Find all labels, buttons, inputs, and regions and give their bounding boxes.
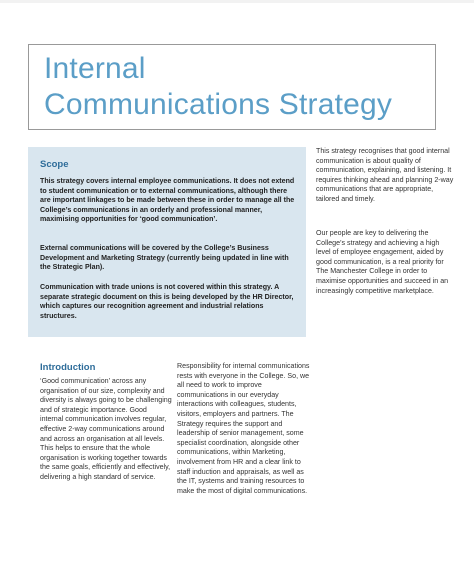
scope-heading: Scope (40, 159, 69, 170)
page-top-edge (0, 0, 474, 3)
scope-paragraph-2: External communications will be covered by the College’s Business Development and Marketing Strategy (currently being updated in line with the Strategic Plan). (40, 244, 289, 272)
document-title-line-1: Internal (44, 52, 146, 85)
introduction-paragraph: ‘Good communication’ across any organisation of our size, complexity and diversity is always going to be challenging and of strategic importance. Good internal communication involves regular, effective 2-way communications around and across an organisation at all levels. This helps to ensure that the whole organisation is working together towards the same goals, efficiently and effectively, delivering a high standard of service. (40, 377, 172, 481)
scope-paragraph-3: Communication with trade unions is not covered within this strategy. A separate strategic document on this is being developed by the HR Director, which captures our recognition agreement and industrial relations structures. (40, 283, 294, 320)
right-column-paragraph-2: Our people are key to delivering the College’s strategy and achieving a high level of employee engagement, aided by good communication, is a real priority for The Manchester College in order to maximise opportunities and succeed in an increasingly competitive marketplace. (316, 229, 449, 295)
introduction-heading: Introduction (40, 362, 96, 373)
document-title-line-2: Communications Strategy (44, 88, 393, 121)
scope-paragraph-1: This strategy covers internal employee communications. It does not extend to student communication or to external communications, although there are important linkages to be made between these in order to manage all the College’s communications in an orderly and professional manner, maximising opportunities for ‘good communication’. (40, 177, 295, 224)
right-column-paragraph-1: This strategy recognises that good internal communication is about quality of communication, explaining, and listening. It requires thinking ahead and planning 2-way communications that are appropriate, tailored and timely. (316, 147, 454, 203)
middle-column-paragraph: Responsibility for internal communications rests with everyone in the College. So, we all need to work to improve communications in our everyday interactions with colleagues, students, visitors, employers and partners. The Strategy requires the support and leadership of senior management, some specialist coordination, alongside other communications, within Marketing, involvement from HR and a clear link to staff induction and appraisals, as well as the IT, systems and training resources to make the most of digital communications. (177, 362, 310, 495)
